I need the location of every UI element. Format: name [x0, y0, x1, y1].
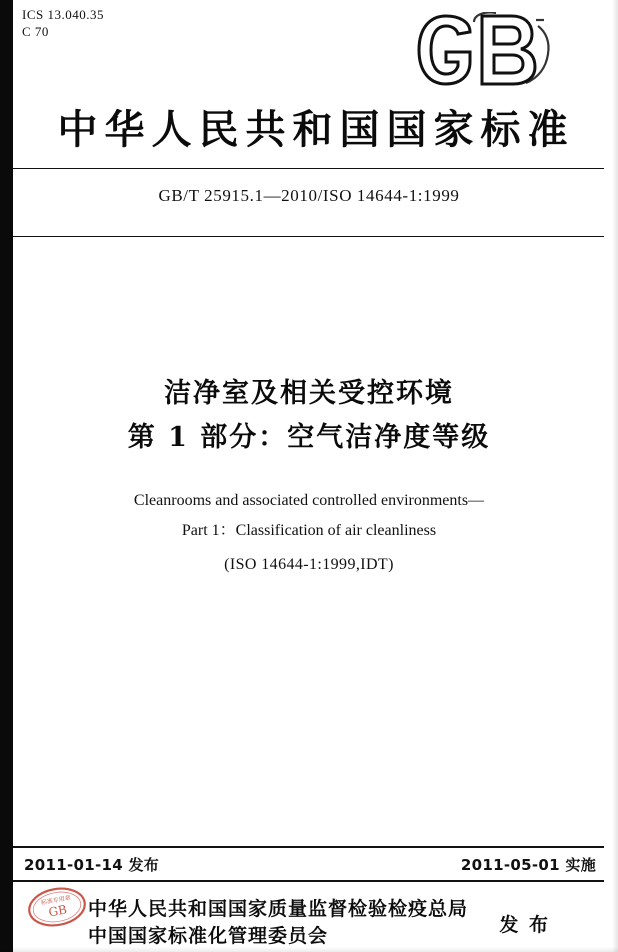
- official-seal-icon: [26, 884, 88, 930]
- classification-code: C 70: [22, 24, 49, 39]
- issuer-line-2: 中国国家标准化管理委员会: [88, 925, 329, 947]
- idt-reference-note: (ISO 14644-1:1999,IDT): [224, 556, 394, 573]
- document-title-en-line2: Part 1：Classification of air cleanliness: [181, 522, 437, 539]
- ics-code: ICS 13.040.35: [22, 7, 104, 22]
- page-title: 中华人民共和国国家标准: [57, 106, 575, 153]
- standard-number: GB/T 25915.1—2010/ISO 14644-1:1999: [158, 186, 460, 205]
- divider-bottom-1: [13, 846, 604, 848]
- document-title: [0, 372, 618, 460]
- document-title-en-line1: Cleanrooms and associated controlled environments—: [133, 492, 485, 509]
- left-margin-bar: [0, 0, 13, 952]
- document-title-line2: 第 1 部分：空气洁净度等级: [127, 422, 491, 453]
- gb-logo-icon: [412, 12, 560, 88]
- issuer-line-1: 中华人民共和国国家质量监督检验检疫总局: [88, 898, 469, 920]
- divider-top: [13, 168, 604, 169]
- svg-text:GB: GB: [47, 902, 68, 920]
- page-edge-right: [612, 0, 618, 952]
- issue-date: 2011-01-14 发布: [24, 856, 160, 874]
- ics-code-block: [22, 6, 104, 40]
- issuing-organizations: [88, 896, 468, 950]
- divider-under-number: [13, 236, 604, 237]
- implementation-date: 2011-05-01 实施: [460, 856, 596, 874]
- page-edge-bottom: [0, 947, 618, 952]
- publish-label: 发 布: [499, 914, 550, 936]
- svg-text:标准专用章: 标准专用章: [40, 894, 72, 907]
- document-title-english: [0, 486, 618, 546]
- document-title-line1: 洁净室及相关受控环境: [164, 378, 454, 409]
- divider-bottom-2: [13, 880, 604, 882]
